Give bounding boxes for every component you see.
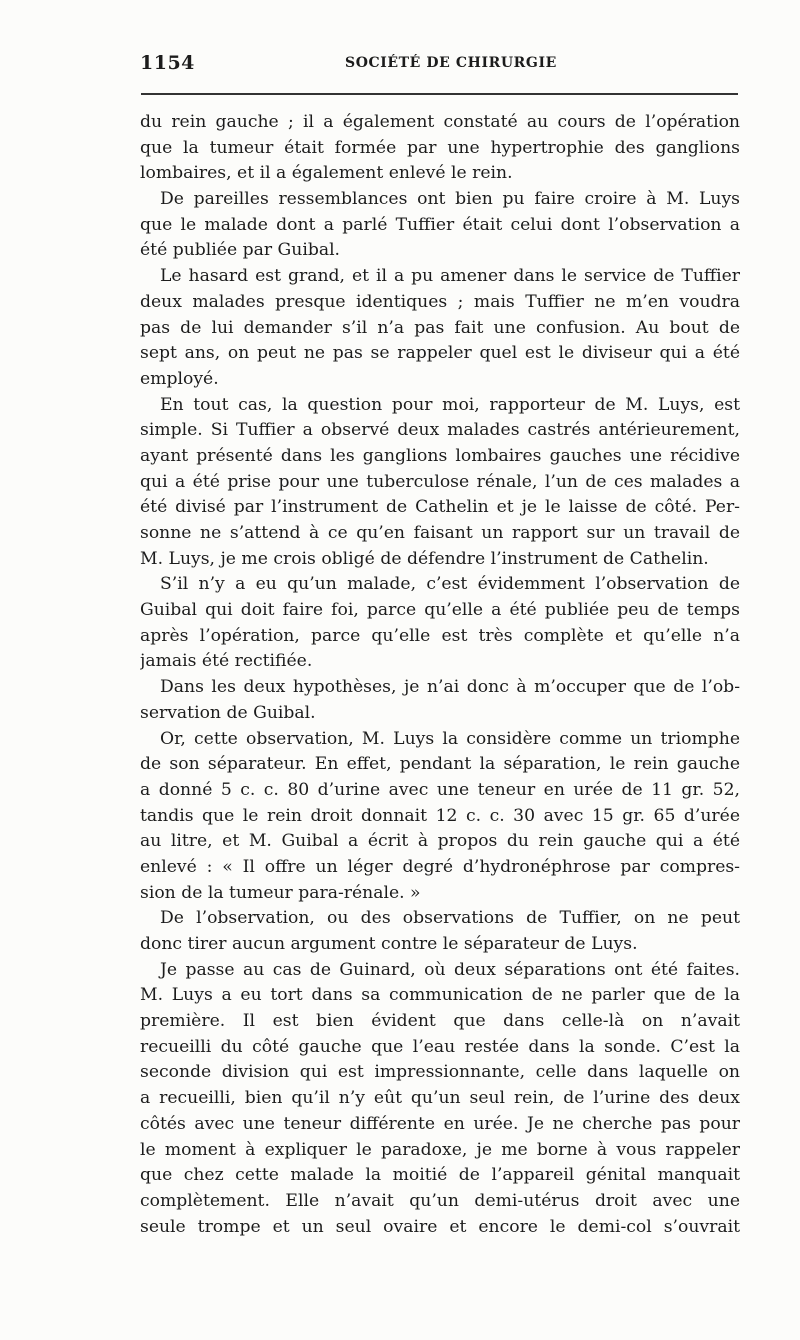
header-rule xyxy=(141,93,738,95)
text-line: sion de la tumeur para-rénale. » xyxy=(140,882,421,903)
text-line: première. Il est bien évident que dans celle-là on n’avait xyxy=(140,1011,740,1032)
page-number: 1154 xyxy=(140,52,195,74)
text-line: Je passe au cas de Guinard, où deux séparations ont été faites. xyxy=(160,959,740,980)
text-line: servation de Guibal. xyxy=(140,702,316,723)
text-line: après l’opération, parce qu’elle est très complète et qu’elle n’a xyxy=(140,625,740,646)
text-line: seule trompe et un seul ovaire et encore le demi-col s’ouvrait xyxy=(140,1216,740,1237)
text-line: recueilli du côté gauche que l’eau restée dans la sonde. C’est la xyxy=(140,1036,740,1057)
text-line: du rein gauche ; il a également constaté au cours de l’opération xyxy=(140,112,740,132)
text-line: que chez cette malade la moitié de l’appareil génital manquait xyxy=(140,1165,740,1186)
text-line: employé. xyxy=(140,368,219,389)
text-line: été divisé par l’instrument de Cathelin et je le laisse de côté. Per- xyxy=(140,497,740,518)
text-line: Le hasard est grand, et il a pu amener dans le service de Tuffier xyxy=(160,266,740,287)
text-line: sonne ne s’attend à ce qu’en faisant un rapport sur un travail de xyxy=(140,523,740,543)
text-line: de son séparateur. En effet, pendant la séparation, le rein gauche xyxy=(140,754,740,775)
page-header xyxy=(140,52,740,82)
text-line: tandis que le rein droit donnait 12 c. c. 30 avec 15 gr. 65 d’urée xyxy=(140,805,740,826)
text-line: donc tirer aucun argument contre le séparateur de Luys. xyxy=(140,934,638,954)
text-line: seconde division qui est impressionnante, celle dans laquelle on xyxy=(140,1062,740,1083)
text-line: que la tumeur était formée par une hypertrophie des ganglions xyxy=(140,137,740,158)
text-line: au litre, et M. Guibal a écrit à propos du rein gauche qui a été xyxy=(140,831,740,852)
text-line: lombaires, et il a également enlevé le rein. xyxy=(140,163,513,184)
text-line: que le malade dont a parlé Tuffier était celui dont l’observation a xyxy=(140,214,740,235)
text-line: a recueilli, bien qu’il n’y eût qu’un seul rein, de l’urine des deux xyxy=(140,1088,740,1109)
text-line: côtés avec une teneur différente en urée. Je ne cherche pas pour xyxy=(140,1113,740,1134)
text-line: De pareilles ressemblances ont bien pu faire croire à M. Luys xyxy=(160,189,740,210)
text-line: enlevé : « Il offre un léger degré d’hydronéphrose par compres- xyxy=(140,856,740,877)
text-line: M. Luys, je me crois obligé de défendre l’instrument de Cathelin. xyxy=(140,548,709,569)
text-line: Guibal qui doit faire foi, parce qu’elle a été publiée peu de temps xyxy=(140,600,740,621)
text-line: simple. Si Tuffier a observé deux malades castrés antérieurement, xyxy=(140,420,740,441)
text-line: a donné 5 c. c. 80 d’urine avec une teneur en urée de 11 gr. 52, xyxy=(140,779,740,800)
text-line: ayant présenté dans les ganglions lombaires gauches une récidive xyxy=(140,445,740,466)
text-line: M. Luys a eu tort dans sa communication de ne parler que de la xyxy=(140,985,740,1006)
text-line: le moment à expliquer le paradoxe, je me borne à vous rappeler xyxy=(140,1139,740,1160)
text-line: deux malades presque identiques ; mais Tuffier ne m’en voudra xyxy=(140,291,740,312)
text-line: De l’observation, ou des observations de Tuffier, on ne peut xyxy=(160,908,740,929)
text-line: jamais été rectifiée. xyxy=(140,651,313,672)
text-line: sept ans, on peut ne pas se rappeler quel est le diviseur qui a été xyxy=(140,343,740,364)
text-line: Or, cette observation, M. Luys la considère comme un triomphe xyxy=(160,728,740,749)
text-line: complètement. Elle n’avait qu’un demi-utérus droit avec une xyxy=(140,1190,740,1211)
text-line: pas de lui demander s’il n’a pas fait une confusion. Au bout de xyxy=(140,317,740,338)
body-text xyxy=(140,110,740,1240)
text-line: Dans les deux hypothèses, je n’ai donc à m’occuper que de l’ob- xyxy=(160,677,740,698)
text-line: En tout cas, la question pour moi, rapporteur de M. Luys, est xyxy=(160,394,740,415)
text-line: qui a été prise pour une tuberculose rénale, l’un de ces malades a xyxy=(140,471,740,492)
text-line: S’il n’y a eu qu’un malade, c’est évidemment l’observation de xyxy=(160,574,740,595)
text-line: été publiée par Guibal. xyxy=(140,240,341,261)
running-title: SOCIÉTÉ DE CHIRURGIE xyxy=(345,55,557,71)
